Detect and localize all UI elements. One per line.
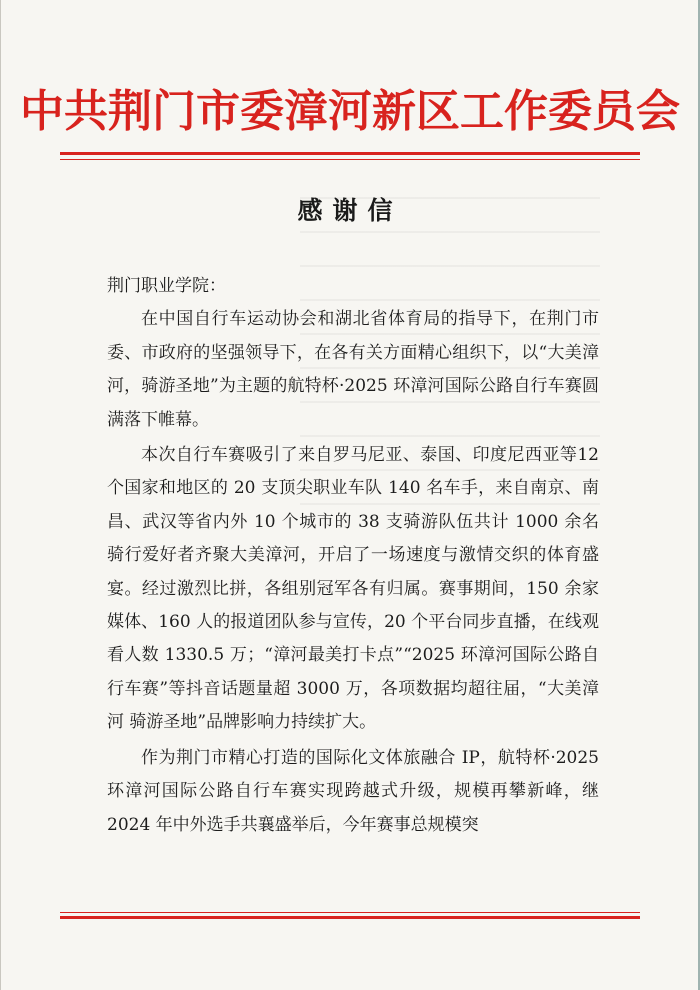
letterhead-rule-thick: [60, 152, 640, 155]
paragraph-3: 作为荆门市精心打造的国际化文体旅融合 IP，航特杯·2025 环漳河国际公路自行车赛实现跨越式升级，规模再攀新峰，继 2024 年中外选手共襄盛举后，今年赛事总规模突: [107, 747, 599, 835]
scan-edge-left: [0, 0, 1, 990]
letterhead-rule-thin: [60, 159, 640, 160]
letter-title: 感谢信: [297, 196, 403, 225]
letterhead-title: 中共荆门市委漳河新区工作委员会: [20, 86, 680, 137]
paragraph-1: 在中国自行车运动协会和湖北省体育局的指导下，在荆门市委、市政府的坚强领导下，在各有关方面精心组织下，以“大美漳河，骑游圣地”为主题的航特杯·2025 环漳河国际公路自行车赛圆满落下帷幕。: [107, 309, 599, 430]
footer-rule-thin: [60, 912, 640, 913]
paragraph-2: 本次自行车赛吸引了来自罗马尼亚、泰国、印度尼西亚等12 个国家和地区的 20 支顶尖职业车队 140 名车手，来自南京、南昌、武汉等省内外 10 个城市的 38 支骑游队伍共计 1000 余名骑行爱好者齐聚大美漳河，开启了一场速度与激情交织的体育盛宴。经过激烈比拼，各组别冠军各有归属。赛事期间，150 余家媒体、160 人的报道团队参与宣传，20 个平台同步直播，在线观看人数 1330.5 万；“漳河最美打卡点”“2025 环漳河国际公路自行车赛”等抖音话题量超 3000 万，各项数据均超往届，“大美漳河 骑游圣地”品牌影响力持续扩大。: [107, 445, 599, 733]
footer-rule-thick: [60, 916, 640, 919]
salutation: 荆门职业学院：: [107, 276, 226, 296]
letter-body: [107, 270, 599, 842]
